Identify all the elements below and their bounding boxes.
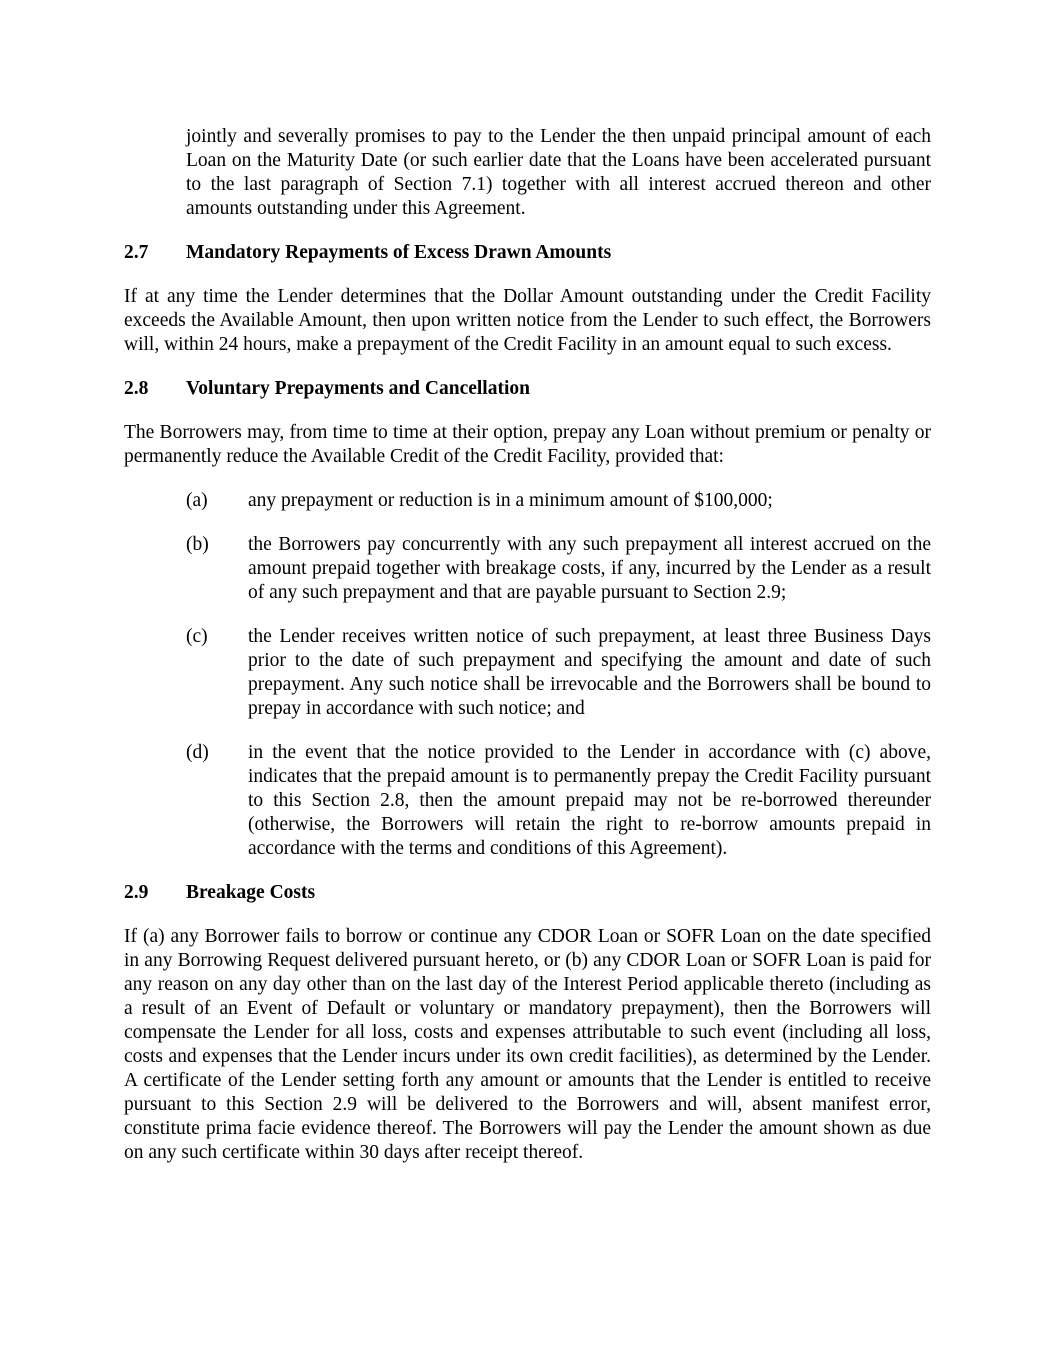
section-2-9-body: If (a) any Borrower fails to borrow or continue any CDOR Loan or SOFR Loan on the date specified in any Borrowing Request delivered pursuant hereto, or (b) any CDOR Loan or SOFR Loan is paid for any reason on any day other than on the last day of the Interest Period applicable thereto (including as a result of an Event of Default or voluntary or mandatory prepayment), then the Borrowers will compensate the Lender for all loss, costs and expenses attributable to such event (including all loss, costs and expenses that the Lender incurs under its own credit facilities), as determined by the Lender. A certificate of the Lender setting forth any amount or amounts that the Lender is entitled to receive pursuant to this Section 2.9 will be delivered to the Borrowers and will, absent manifest error, constitute prima facie evidence thereof. The Borrowers will pay the Lender the amount shown as due on any such certificate within 30 days after receipt thereof. xyxy=(124,926,931,1163)
section-2-7-body: If at any time the Lender determines that the Dollar Amount outstanding under the Credit Facility exceeds the Available Amount, then upon written notice from the Lender to such effect, the Borrowers will, within 24 hours, make a prepayment of the Credit Facility in an amount equal to such excess. xyxy=(124,286,931,355)
list-item-text: the Lender receives written notice of such prepayment, at least three Business Days prior to the date of such prepayment and specifying the amount and date of such prepayment. Any such notice shall be irrevocable and the Borrowers shall be bound to prepay in accordance with such notice; and xyxy=(248,626,931,719)
section-number: 2.9 xyxy=(124,882,149,903)
section-2-8-body: The Borrowers may, from time to time at their option, prepay any Loan without premium or penalty or permanently reduce the Available Credit of the Credit Facility, provided that: xyxy=(124,422,931,467)
list-item-label: (b) xyxy=(186,534,209,555)
section-number: 2.8 xyxy=(124,378,149,399)
list-item-d xyxy=(186,741,931,861)
list-item-text: any prepayment or reduction is in a minimum amount of $100,000; xyxy=(248,490,773,511)
list-item-label: (c) xyxy=(186,626,208,647)
list-item-c xyxy=(186,625,931,721)
list-item-label: (d) xyxy=(186,742,209,763)
list-item-b xyxy=(186,533,931,605)
list-item-text: in the event that the notice provided to the Lender in accordance with (c) above, indicates that the prepaid amount is to permanently prepay the Credit Facility pursuant to this Section 2.8, then the amount prepaid may not be re-borrowed thereunder (otherwise, the Borrowers will retain the right to re-borrow amounts prepaid in accordance with the terms and conditions of this Agreement). xyxy=(248,742,931,859)
document-page xyxy=(124,125,931,1185)
list-item-a xyxy=(186,489,931,513)
section-number: 2.7 xyxy=(124,242,149,263)
list-item-text: the Borrowers pay concurrently with any such prepayment all interest accrued on the amount prepaid together with breakage costs, if any, incurred by the Lender as a result of any such prepayment and that are payable pursuant to Section 2.9; xyxy=(248,534,931,603)
section-title: Voluntary Prepayments and Cancellation xyxy=(186,378,530,399)
list-item-label: (a) xyxy=(186,490,208,511)
section-2-9-heading xyxy=(124,881,931,905)
section-2-8-heading xyxy=(124,377,931,401)
section-title: Mandatory Repayments of Excess Drawn Amounts xyxy=(186,242,612,263)
continuation-paragraph: jointly and severally promises to pay to the Lender the then unpaid principal amount of each Loan on the Maturity Date (or such earlier date that the Loans have been accelerated pursuant to the last paragraph of Section 7.1) together with all interest accrued thereon and other amounts outstanding under this Agreement. xyxy=(186,126,931,219)
section-title: Breakage Costs xyxy=(186,882,316,903)
section-2-7-heading xyxy=(124,241,931,265)
